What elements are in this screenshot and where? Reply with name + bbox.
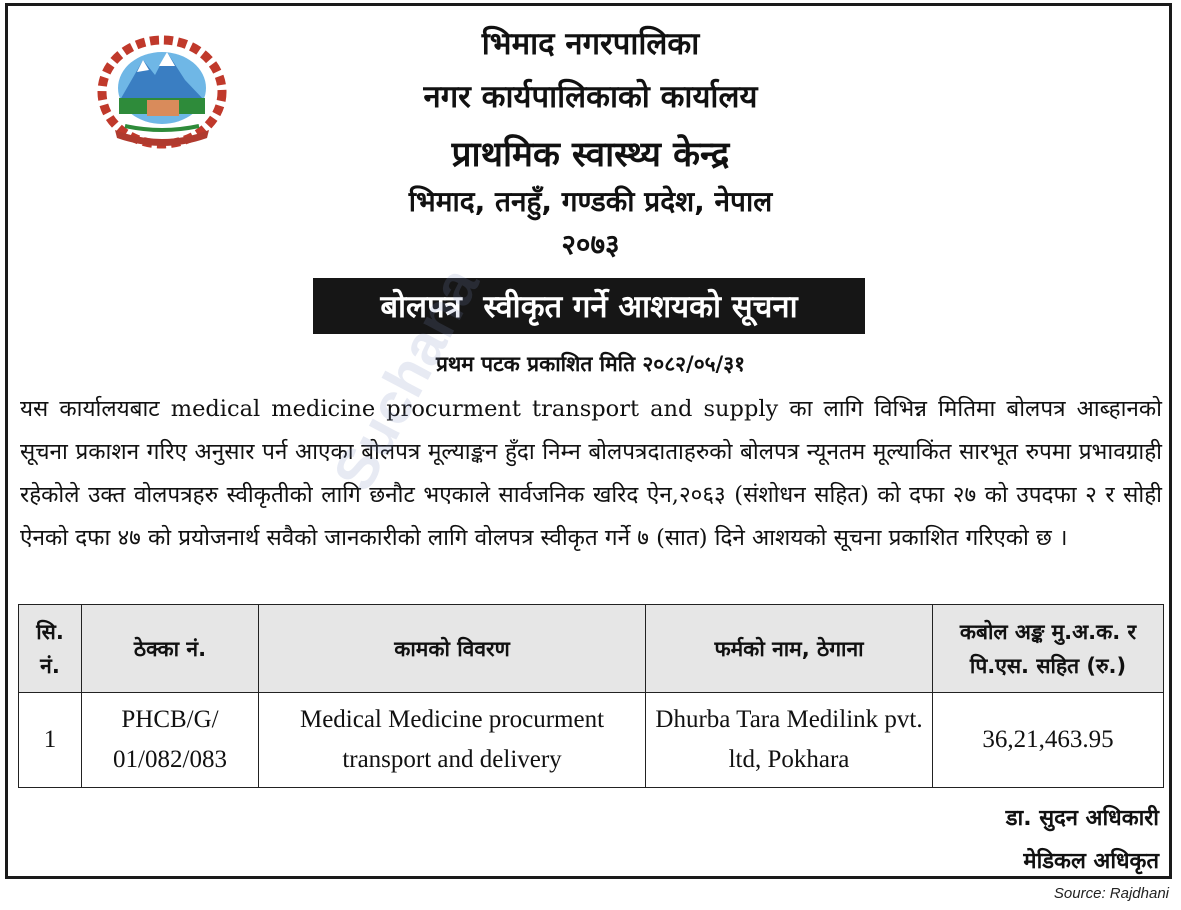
established-year: २०७३ xyxy=(561,228,620,261)
cell-serial: 1 xyxy=(19,693,82,788)
source-credit: Source: Rajdhani xyxy=(1053,885,1169,902)
table-row xyxy=(19,693,1164,788)
bid-table xyxy=(18,604,1164,788)
notice-body: यस कार्यालयबाट medical medicine procurment transport and supply का लागि विभिन्न मितिमा बोलपत्र आब्हानको सूचना प्रकाशन गरिए अनुसार पर्न आएका बोलपत्र मूल्याङ्कन हुँदा निम्न बोलपत्रदाताहरुको बोलपत्र न्यूनतम मूल्याकिंत सारभूत रुपमा प्रभावग्राही रहेकोले उक्त वोलपत्रहरु स्वीकृतीको लागि छनौट भएकाले सार्वजनिक खरिद ऐन,२०६३ (संशोधन सहित) को दफा २७ को उपदफा २ र सोही ऐनको दफा ४७ को प्रयोजनार्थ सवैको जानकारीको लागि वोलपत्र स्वीकृत गर्ने ७ (सात) दिने आशयको सूचना प्रकाशित गरिएको छ । xyxy=(20,396,1162,551)
address: भिमाद, तनहुँ, गण्डकी प्रदेश, नेपाल xyxy=(408,185,773,218)
cell-bid-amount: 36,21,463.95 xyxy=(933,693,1164,788)
cell-firm-name: Dhurba Tara Medilink pvt. ltd, Pokhara xyxy=(646,693,933,788)
table-header-row xyxy=(19,605,1164,693)
signatory-name: डा. सुदन अधिकारी xyxy=(1005,806,1159,831)
header-work-description: कामको विवरण xyxy=(259,605,646,693)
municipality-name: भिमाद नगरपालिका xyxy=(481,26,700,62)
notice-title-banner: बोलपत्र स्वीकृत गर्ने आशयको सूचना xyxy=(313,278,865,334)
header-serial: सि. नं. xyxy=(19,605,82,693)
cell-contract-no: PHCB/G/ 01/082/083 xyxy=(82,693,259,788)
header-bid-amount: कबोल अङ्क मु.अ.क. र पि.एस. सहित (रु.) xyxy=(933,605,1164,693)
health-center-name: प्राथमिक स्वास्थ्य केन्द्र xyxy=(451,135,730,175)
signatory-title: मेडिकल अधिकृत xyxy=(1023,849,1159,874)
header-contract-no: ठेक्का नं. xyxy=(82,605,259,693)
cell-work-description: Medical Medicine procurment transport and delivery xyxy=(259,693,646,788)
office-name: नगर कार्यपालिकाको कार्यालय xyxy=(423,79,758,115)
header-firm-name: फर्मको नाम, ठेगाना xyxy=(646,605,933,693)
publication-date: प्रथम पटक प्रकाशित मिति २०८२/०५/३१ xyxy=(435,352,746,376)
